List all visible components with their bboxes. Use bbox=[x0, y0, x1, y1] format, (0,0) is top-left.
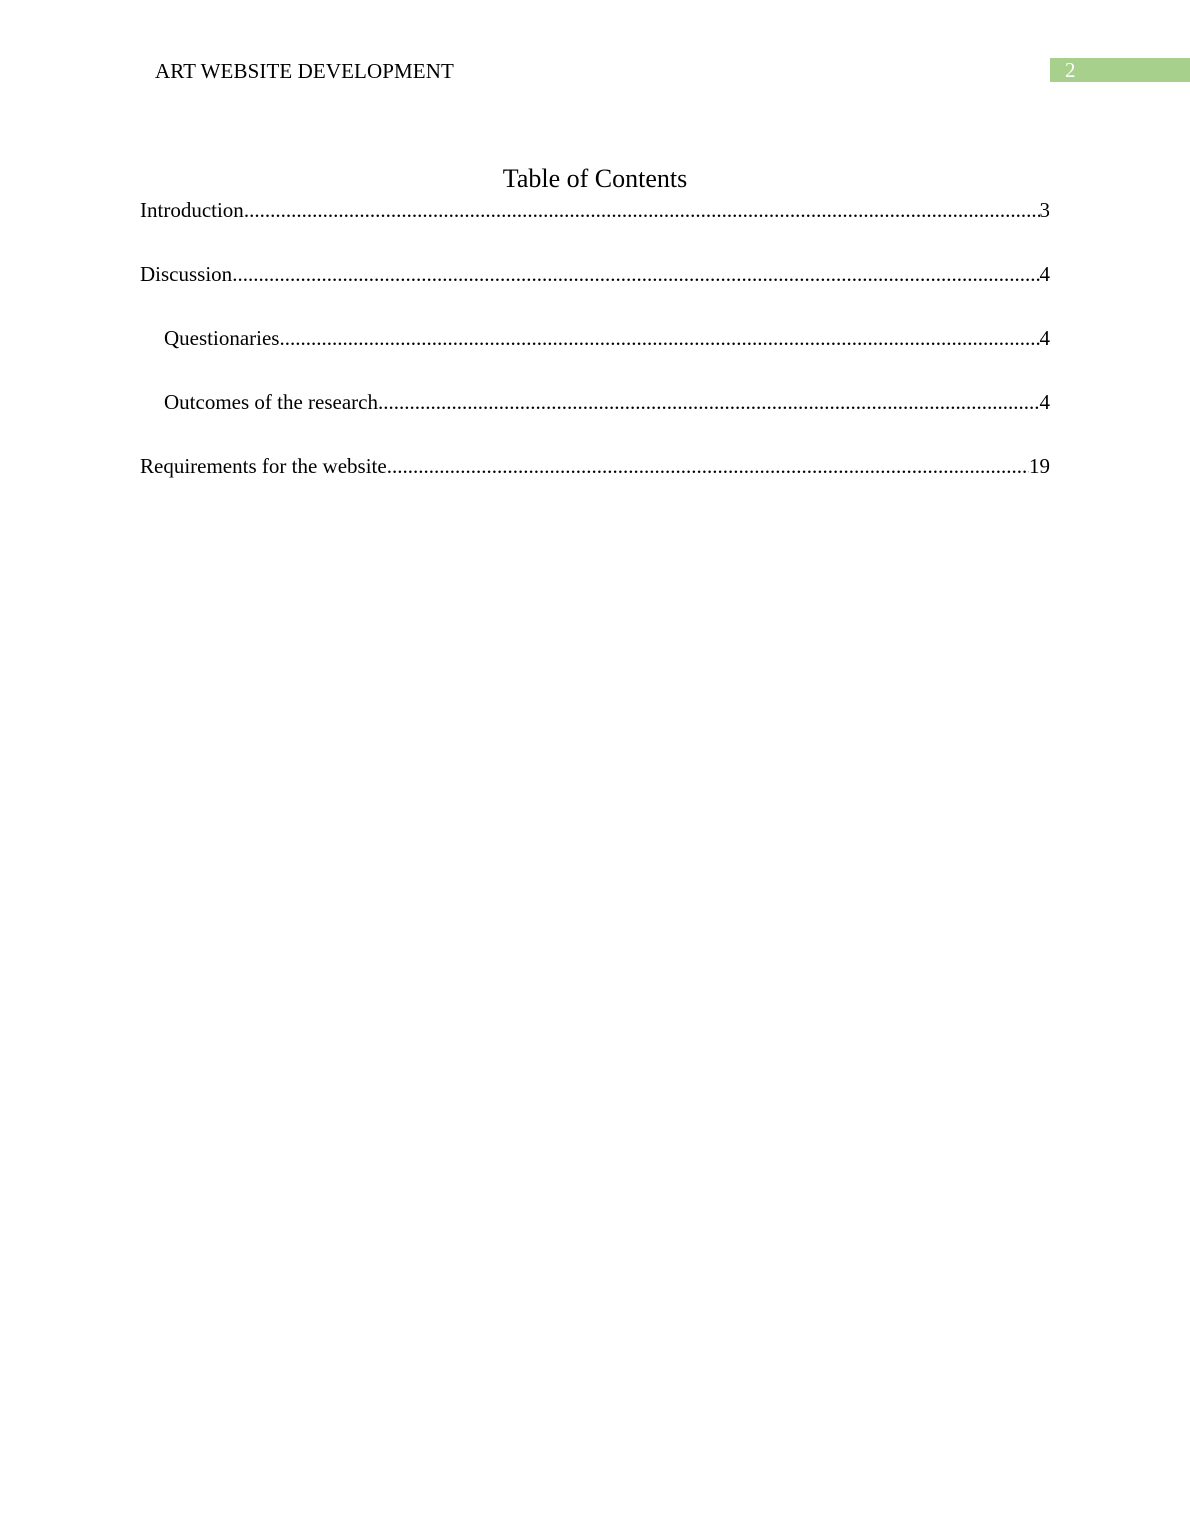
toc-entry-label: Questionaries bbox=[164, 326, 280, 350]
toc-entry-page: 4 bbox=[1039, 262, 1050, 286]
toc-entry-page: 4 bbox=[1039, 390, 1050, 414]
toc-entry-questionaries[interactable] bbox=[140, 324, 1050, 353]
toc-entry-label: Discussion bbox=[140, 262, 233, 286]
toc-entry-label: Outcomes of the research bbox=[164, 390, 378, 414]
toc-entry-outcomes[interactable] bbox=[140, 388, 1050, 417]
toc-list bbox=[140, 196, 1050, 516]
toc-entry-label: Requirements for the website bbox=[140, 454, 387, 478]
toc-entry-requirements[interactable] bbox=[140, 452, 1050, 481]
toc-entry-page: 3 bbox=[1039, 198, 1050, 222]
toc-heading: Table of Contents bbox=[502, 164, 688, 193]
page-number-badge bbox=[1050, 58, 1190, 82]
toc-dot-leader bbox=[279, 324, 1039, 353]
toc-entry-label: Introduction bbox=[140, 198, 244, 222]
toc-dot-leader bbox=[378, 388, 1040, 417]
toc-entry-page: 4 bbox=[1039, 326, 1050, 350]
toc-entry-introduction[interactable] bbox=[140, 196, 1050, 225]
toc-dot-leader bbox=[232, 260, 1039, 289]
header-title: ART WEBSITE DEVELOPMENT bbox=[155, 59, 454, 83]
page-number: 2 bbox=[1065, 58, 1076, 82]
toc-entry-discussion[interactable] bbox=[140, 260, 1050, 289]
toc-dot-leader bbox=[387, 452, 1029, 481]
toc-dot-leader bbox=[244, 196, 1040, 225]
toc-entry-page: 19 bbox=[1029, 454, 1050, 478]
